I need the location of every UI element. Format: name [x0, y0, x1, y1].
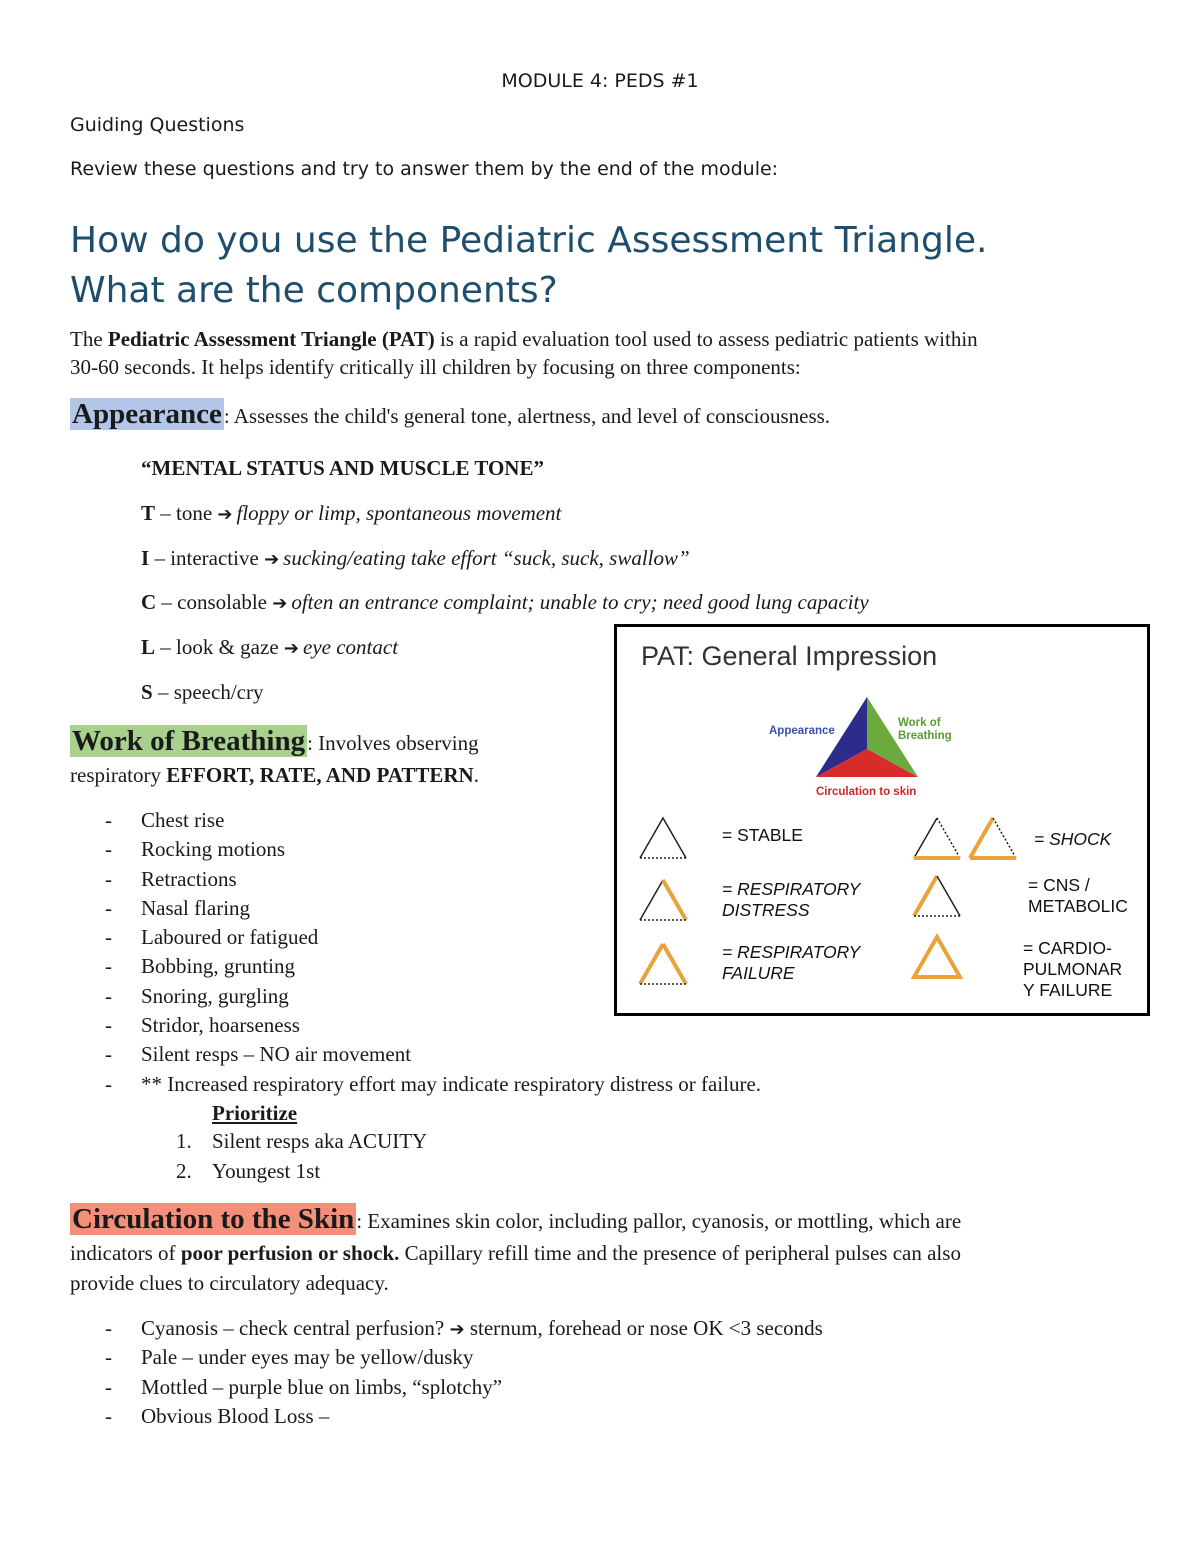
priority-text: Youngest 1st [212, 1159, 321, 1183]
list-item-text: Chest rise [141, 808, 225, 832]
bullet-dash: - [105, 1403, 112, 1428]
mnemonic-detail: floppy or limp, spontaneous movement [236, 501, 562, 525]
review-instruction: Review these questions and try to answer them by the end of the module: [70, 158, 779, 180]
legend-cardiopulmonary-failure: = CARDIO- PULMONAR Y FAILURE [1023, 938, 1123, 1000]
triangle-label-appearance: Appearance [769, 725, 835, 737]
list-item-text: Pale – under eyes may be yellow/dusky [141, 1345, 474, 1370]
circulation-signs-list [70, 1314, 823, 1431]
list-item-text: Bobbing, grunting [141, 954, 296, 979]
list-item-text: ** Increased respiratory effort may indicate respiratory distress or failure. [141, 1071, 762, 1096]
triangle-label-breathing: Work of Breathing [898, 717, 952, 742]
shock-triangle-icon-2 [967, 815, 1019, 861]
mnemonic-item [141, 501, 561, 526]
appearance-heading: Appearance [72, 398, 222, 430]
list-item-text: Stridor, hoarseness [141, 1013, 300, 1038]
list-item [70, 1373, 823, 1402]
mnemonic-letter: L [141, 635, 156, 659]
list-item-text: Rocking motions [141, 837, 286, 862]
shock-triangle-icon-1 [911, 815, 963, 861]
mnemonic-detail: eye contact [303, 635, 399, 659]
priority-text: Silent resps aka ACUITY [212, 1129, 428, 1153]
main-question-line-2: What are the components? [70, 270, 558, 311]
mnemonic-letter: I [141, 546, 150, 570]
appearance-section [70, 398, 830, 431]
work-of-breathing-section: Work of Breathing: Involves observing [72, 725, 479, 757]
list-item [70, 1314, 823, 1343]
circulation-section: Circulation to the Skin: Examines skin color, including pallor, cyanosis, or mottling, which are [72, 1203, 962, 1235]
resp-failure-triangle-icon [637, 941, 689, 987]
figure-title: PAT: General Impression [641, 641, 938, 671]
legend-respiratory-distress: = RESPIRATORY DISTRESS [722, 879, 861, 920]
mnemonic-letter: S [141, 680, 153, 704]
priority-number: 1. [176, 1129, 192, 1153]
bullet-dash: - [105, 1013, 112, 1038]
work-of-breathing-line-2: respiratory EFFORT, RATE, AND PATTERN. [70, 763, 479, 787]
legend-stable: = STABLE [722, 825, 803, 845]
list-item-text: Silent resps – NO air movement [141, 1042, 412, 1067]
list-item-text: Nasal flaring [141, 895, 251, 920]
arrow-icon: ➔ [264, 549, 280, 570]
bullet-dash: - [105, 866, 112, 891]
work-of-breathing-heading: Work of Breathing [72, 725, 306, 757]
mnemonic-label: – tone [155, 501, 218, 525]
circulation-heading: Circulation to the Skin [72, 1203, 355, 1235]
appearance-description: : Assesses the child's general tone, alertness, and level of consciousness. [223, 404, 831, 428]
mnemonic-item [141, 590, 869, 615]
list-item-text: Obvious Blood Loss – [141, 1403, 330, 1428]
arrow-icon: ➔ [217, 504, 233, 525]
bullet-dash: - [105, 1374, 112, 1399]
guiding-questions-label: Guiding Questions [70, 114, 245, 136]
legend-shock: = SHOCK [1034, 829, 1112, 849]
list-item [70, 1040, 761, 1069]
cns-metabolic-triangle-icon [911, 873, 963, 919]
bullet-dash: - [105, 1345, 112, 1370]
mnemonic-item [141, 635, 398, 660]
list-item-text: Laboured or fatigued [141, 925, 319, 950]
intro-paragraph-line-2: 30-60 seconds. It helps identify critically ill children by focusing on three components: [70, 355, 801, 379]
list-item-text: Mottled – purple blue on limbs, “splotchy” [141, 1374, 503, 1399]
arrow-icon: ➔ [449, 1319, 465, 1340]
bullet-dash: - [105, 808, 112, 832]
list-item [70, 1343, 823, 1372]
list-item-detail: sternum, forehead or nose OK <3 seconds [464, 1316, 823, 1340]
prioritize-heading: Prioritize [212, 1101, 298, 1125]
priority-item [176, 1129, 427, 1154]
bullet-dash: - [105, 1042, 112, 1067]
bullet-dash: - [105, 954, 112, 979]
triangle-label-circulation: Circulation to skin [816, 786, 917, 798]
main-question-line-1: How do you use the Pediatric Assessment Triangle. [70, 220, 988, 261]
stable-triangle-icon [637, 815, 689, 861]
list-item-text: Snoring, gurgling [141, 983, 289, 1008]
legend-respiratory-failure: = RESPIRATORY FAILURE [722, 942, 861, 983]
list-item-text: Cyanosis – check central perfusion? [141, 1316, 450, 1340]
bullet-dash: - [105, 1316, 112, 1340]
bullet-dash: - [105, 1071, 112, 1096]
arrow-icon: ➔ [272, 593, 288, 614]
mnemonic-label: – consolable [156, 590, 273, 614]
mnemonic-label: – speech/cry [152, 680, 264, 704]
bullet-dash: - [105, 983, 112, 1008]
circulation-line-3: provide clues to circulatory adequacy. [70, 1271, 389, 1295]
bullet-dash: - [105, 895, 112, 920]
arrow-icon: ➔ [283, 638, 299, 659]
legend-cns-metabolic: = CNS / METABOLIC [1028, 875, 1128, 916]
circulation-line-2: indicators of poor perfusion or shock. Capillary refill time and the presence of peripheral pulses can also [70, 1241, 961, 1265]
pat-figure [614, 624, 1150, 1016]
intro-paragraph-line-1: The Pediatric Assessment Triangle (PAT) is a rapid evaluation tool used to assess pediatric patients within [70, 327, 978, 351]
mnemonic-label: – look & gaze [155, 635, 284, 659]
page-title: MODULE 4: PEDS #1 [501, 70, 699, 92]
mnemonic-detail: sucking/eating take effort “suck, suck, swallow” [283, 546, 690, 570]
list-item-text: Retractions [141, 866, 237, 891]
mnemonic-letter: T [141, 501, 156, 525]
mnemonic-letter: C [141, 590, 157, 614]
bullet-dash: - [105, 925, 112, 950]
mnemonic-title: “MENTAL STATUS AND MUSCLE TONE” [141, 456, 544, 480]
pat-term: Pediatric Assessment Triangle (PAT) [107, 327, 435, 351]
mnemonic-item [141, 680, 263, 705]
cardiopulmonary-failure-triangle-icon [911, 933, 963, 981]
resp-distress-triangle-icon [637, 877, 689, 923]
list-item [70, 1070, 761, 1099]
list-item [70, 1402, 823, 1431]
mnemonic-detail: often an entrance complaint; unable to cry; need good lung capacity [291, 590, 869, 614]
priority-number: 2. [176, 1159, 192, 1183]
priority-item [176, 1159, 320, 1184]
mnemonic-item [141, 546, 690, 571]
bullet-dash: - [105, 837, 112, 862]
mnemonic-label: – interactive [149, 546, 265, 570]
